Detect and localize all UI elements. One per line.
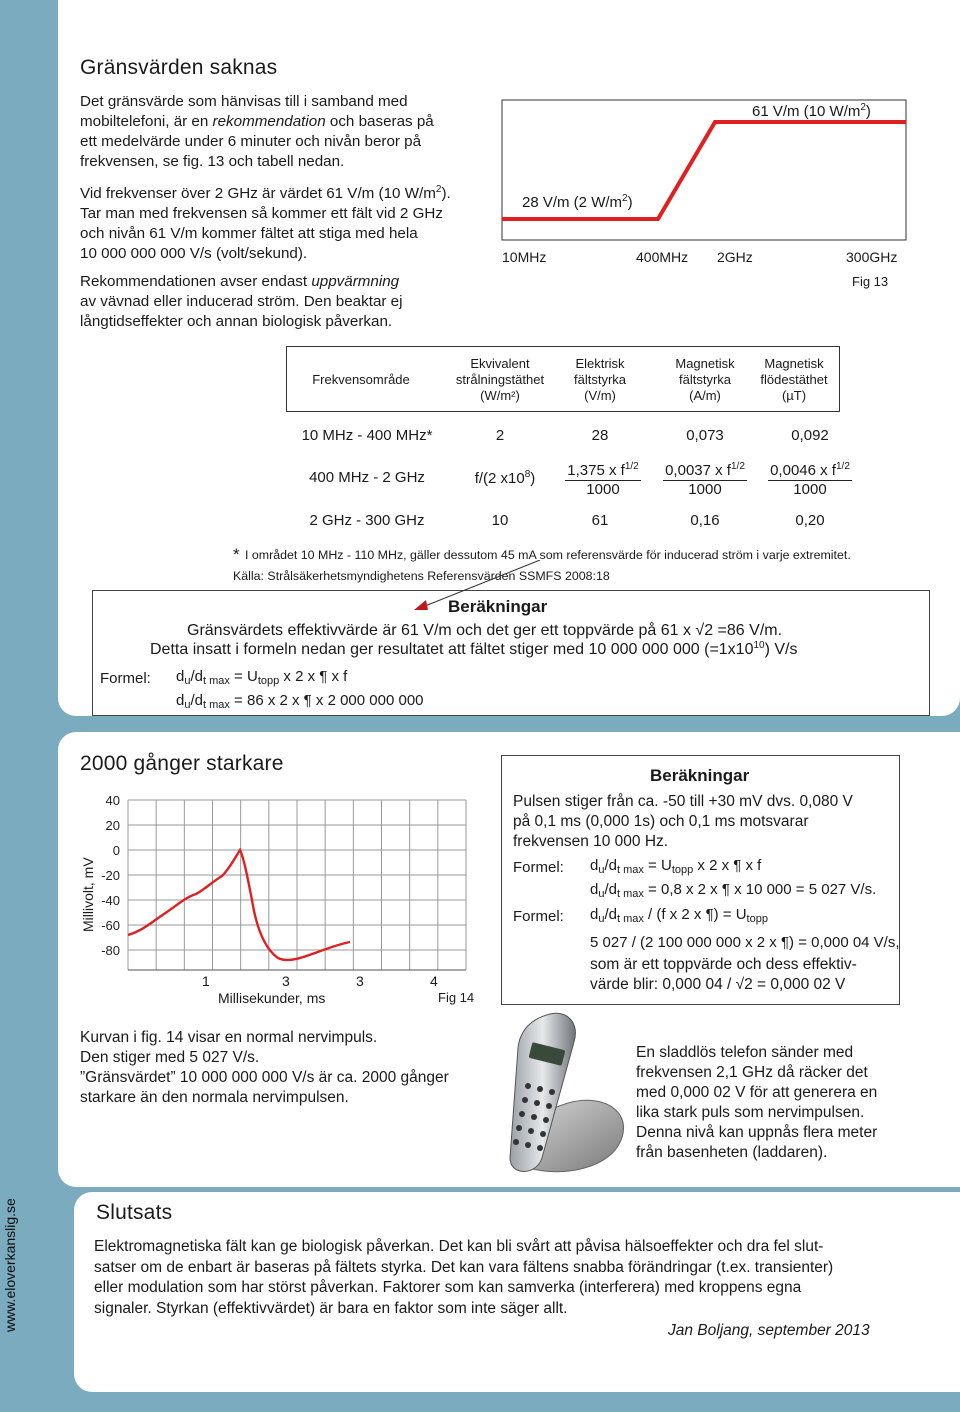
header-line: flödestäthet xyxy=(760,372,828,387)
header-line: Ekvivalent xyxy=(470,356,530,371)
subscript: u xyxy=(184,675,191,687)
label-text: ) xyxy=(627,194,633,211)
conclusion-line: Elektromagnetiska fält kan ge biologisk påverkan. Det kan bli svårt att påvisa hälsoeffekter och dra fel slut- xyxy=(94,1238,824,1255)
fig14-ytick-label: -80 xyxy=(101,943,120,958)
formula-part: = U xyxy=(643,857,672,874)
formula-part: d xyxy=(590,857,599,874)
phone-line: från basenheten (laddaren). xyxy=(636,1144,828,1161)
calc1-formel-label: Formel: xyxy=(100,670,151,687)
intro-emphasis: uppvärmning xyxy=(311,273,400,290)
fig14-xtick: 4 xyxy=(430,973,438,989)
row2-hfield xyxy=(655,458,755,499)
label-text: 61 V/m (10 W/m xyxy=(752,103,861,120)
phone-line: frekvensen 2,1 GHz då räcker det xyxy=(636,1064,868,1081)
row2-efield xyxy=(553,458,653,499)
denominator: 1000 xyxy=(793,481,827,498)
superscript: 8 xyxy=(524,469,531,480)
subscript: u xyxy=(598,864,605,876)
heading-slutsats: Slutsats xyxy=(96,1201,173,1224)
fig13-tick-10mhz: 10MHz xyxy=(502,249,547,265)
header-line: (A/m) xyxy=(689,388,721,403)
intro-emphasis: rekommendation xyxy=(212,113,326,130)
header-density xyxy=(440,356,560,404)
calc2-formula2 xyxy=(590,881,876,900)
subscript: t max xyxy=(202,699,230,711)
arrow-head xyxy=(414,600,428,610)
intro-line: Det gränsvärde som hänvisas till i samband med xyxy=(80,93,408,110)
calc2-title: Beräkningar xyxy=(650,766,750,785)
pulse-line: ”Gränsvärdet” 10 000 000 000 V/s är ca. 2000 gånger xyxy=(80,1069,449,1086)
intro-line: Tar man med frekvensen så kommer ett fält vid 2 GHz xyxy=(80,205,443,222)
calc2-formula4: 5 027 / (2 100 000 000 x 2 x ¶) = 0,000 04 V/s, xyxy=(590,934,900,951)
subscript: t max xyxy=(616,888,644,900)
formula-part: d xyxy=(176,692,185,709)
subscript: t max xyxy=(616,913,644,925)
calc-text: ) V/s xyxy=(764,641,798,658)
subscript: t max xyxy=(202,675,230,687)
formula-part: /d xyxy=(604,857,617,874)
numerator: 0,0037 x f xyxy=(665,462,731,479)
formula-part: x 2 x ¶ x f xyxy=(693,857,762,874)
intro-line: Rekommendationen avser endast xyxy=(80,273,312,290)
subscript: u xyxy=(184,699,191,711)
cordless-phone-image xyxy=(458,1008,638,1186)
header-line: (V/m) xyxy=(584,388,616,403)
calc1-title: Beräkningar xyxy=(448,597,548,616)
header-line: Elektrisk xyxy=(575,356,625,371)
intro-line: mobiltelefoni, är en xyxy=(80,113,213,130)
conclusion-line: eller modulation som har störst påverkan. Faktorer som kan samverka (interferera) med kroppens egna xyxy=(94,1279,802,1296)
formula-part: = 0,8 x 2 x ¶ x 10 000 = 5 027 V/s. xyxy=(643,881,877,898)
conclusion-line: satser om de enbart är baseras på fältets styrka. Det kan vara fältens snabba förändringar (t.ex. transienter) xyxy=(94,1258,834,1276)
pulse-text xyxy=(80,1028,449,1108)
header-frekvensomrade: Frekvensområde xyxy=(312,372,410,387)
calc-text: frekvensen 10 000 Hz. xyxy=(513,833,669,850)
header-hfield xyxy=(655,356,755,404)
formula-part: /d xyxy=(190,668,203,685)
side-url: www.eloverkanslig.se xyxy=(2,1198,18,1332)
superscript: 2 xyxy=(435,184,442,195)
phone-line: En sladdlös telefon sänder med xyxy=(636,1044,854,1061)
header-line: (W/m²) xyxy=(480,388,520,403)
signature: Jan Boljang, september 2013 xyxy=(668,1322,870,1339)
row1-hfield: 0,073 xyxy=(686,427,724,444)
fig14-yticks xyxy=(101,793,120,958)
heading-2000-ganger: 2000 gånger starkare xyxy=(80,752,284,775)
superscript: 2 xyxy=(622,193,628,204)
intro-line: ett medelvärde under 6 minuter och nivån beror på xyxy=(80,133,422,150)
header-line: fältstyrka xyxy=(573,372,626,387)
fig14-ytick-label: 40 xyxy=(105,793,120,808)
calc-text: på 0,1 ms (0,000 1s) och 0,1 ms motsvarar xyxy=(513,813,809,830)
formula-part: /d xyxy=(190,692,203,709)
fig13-tick-300ghz: 300GHz xyxy=(846,249,898,265)
formula-part: d xyxy=(176,668,185,685)
fig14-ytick-label: -40 xyxy=(101,893,120,908)
conclusion-line: signaler. Styrkan (effektivvärdet) är bara en faktor som inte säger allt. xyxy=(94,1299,568,1317)
fig14-pulse-curve xyxy=(128,850,350,960)
footnote-star: * xyxy=(233,545,240,564)
fig14-xtick: 3 xyxy=(356,973,364,989)
phone-line: lika stark puls som nervimpulsen. xyxy=(636,1104,865,1121)
row2-density xyxy=(450,469,560,487)
row1-range: 10 MHz - 400 MHz* xyxy=(301,427,433,444)
row2-bfield xyxy=(760,458,860,499)
fig14-ytick-label: 0 xyxy=(112,843,120,858)
calc2-formula6: värde blir: 0,000 04 / √2 = 0,000 02 V xyxy=(590,976,846,993)
phone-text xyxy=(636,1043,877,1163)
fig13-tick-2ghz: 2GHz xyxy=(717,249,753,265)
intro-line: Vid frekvenser över 2 GHz är värdet 61 V/m (10 W/m xyxy=(80,185,436,202)
row1-bfield: 0,092 xyxy=(791,427,829,444)
calc2-formel-label: Formel: xyxy=(513,859,564,876)
header-line: (µT) xyxy=(781,388,807,403)
row1-density: 2 xyxy=(495,427,505,444)
fig14-xtick: 1 xyxy=(202,973,210,989)
calc2-formula1 xyxy=(590,857,761,876)
intro-line: och nivån 61 V/m kommer fältet att stiga med hela xyxy=(80,225,418,242)
denominator: 1000 xyxy=(688,481,722,498)
phone-line: Denna nivå kan uppnås flera meter xyxy=(636,1124,878,1141)
header-efield xyxy=(550,356,650,404)
calc1-line1: Gränsvärdets effektivvärde är 61 V/m och det ger ett toppvärde på 61 x √2 =86 V/m. xyxy=(187,622,783,639)
header-line: Magnetisk xyxy=(764,356,824,371)
pulse-line: Kurvan i fig. 14 visar en normal nervimpuls. xyxy=(80,1029,378,1046)
calc2-formula3 xyxy=(590,906,768,925)
row1-efield: 28 xyxy=(591,427,609,444)
formula-part: x 2 x ¶ x f xyxy=(279,668,348,685)
row3-range: 2 GHz - 300 GHz xyxy=(309,512,425,529)
formula-part: = 86 x 2 x ¶ x 2 000 000 000 xyxy=(229,692,424,709)
fig13-caption: Fig 13 xyxy=(852,274,889,289)
heading-gransvarden: Gränsvärden saknas xyxy=(80,56,278,79)
header-line: Magnetisk xyxy=(675,356,735,371)
fig13-tick-400mhz: 400MHz xyxy=(636,249,689,265)
pulse-line: Den stiger med 5 027 V/s. xyxy=(80,1049,260,1066)
formula-part: = U xyxy=(229,668,258,685)
header-line: strålningstäthet xyxy=(455,372,545,387)
superscript: 10 xyxy=(753,640,765,651)
calc2-formula5: som är ett toppvärde och dess effektiv- xyxy=(590,956,857,973)
row3-bfield: 0,20 xyxy=(795,512,825,529)
header-line: fältstyrka xyxy=(678,372,731,387)
calc2-text xyxy=(513,792,853,852)
label-text: ) xyxy=(865,103,871,120)
pulse-line: starkare än den normala nervimpulsen. xyxy=(80,1089,349,1106)
formula-part: / (f x 2 x ¶) = U xyxy=(643,906,747,923)
calc-text: Pulsen stiger från ca. -50 till +30 mV dvs. 0,080 V xyxy=(513,793,853,810)
label-text: 28 V/m (2 W/m xyxy=(522,194,623,211)
calc1-formula2 xyxy=(176,692,424,711)
conclusion-text xyxy=(94,1237,833,1319)
superscript: 2 xyxy=(860,102,866,113)
subscript: topp xyxy=(746,913,768,925)
fig14-grid xyxy=(128,800,466,970)
calc1-formula1 xyxy=(176,668,347,687)
intro-line: och baseras på xyxy=(325,113,434,130)
formula-part: d xyxy=(590,881,599,898)
subscript: topp xyxy=(671,864,694,876)
formula-part: /d xyxy=(604,906,617,923)
source-text: Källa: Strålsäkerhetsmyndighetens Referensvärden SSMFS 2008:18 xyxy=(233,569,610,583)
fig14-xlabel: Millisekunder, ms xyxy=(218,990,326,1006)
intro-line: av vävnad eller inducerad ström. Den beaktar ej xyxy=(80,293,403,310)
formula-part: d xyxy=(590,906,599,923)
intro-line: ). xyxy=(441,185,451,202)
denominator: 1000 xyxy=(586,481,620,498)
numerator: 1,375 x f xyxy=(567,462,625,479)
intro-line: långtidseffekter och annan biologisk påverkan. xyxy=(80,313,393,330)
subscript: u xyxy=(598,913,605,925)
fig13-top-label xyxy=(752,102,871,120)
subscript: u xyxy=(598,888,605,900)
row3-efield: 61 xyxy=(591,512,609,529)
header-bfield xyxy=(742,356,846,404)
calc2-formel-label-2: Formel: xyxy=(513,908,564,925)
formula-part: /d xyxy=(604,881,617,898)
fig14-ytick-label: -60 xyxy=(101,918,120,933)
row3-hfield: 0,16 xyxy=(690,512,720,529)
subscript: topp xyxy=(257,675,280,687)
row2-range: 400 MHz - 2 GHz xyxy=(309,469,425,486)
intro-line: 10 000 000 000 V/s (volt/sekund). xyxy=(80,245,308,262)
footnote-text: I området 10 MHz - 110 MHz, gäller dessutom 45 mA som referensvärde för inducerad ström i varje extremitet. xyxy=(245,548,851,562)
cell-text: ) xyxy=(530,470,536,487)
superscript: 1/2 xyxy=(730,461,745,472)
intro-text xyxy=(80,92,480,332)
superscript: 1/2 xyxy=(624,461,639,472)
calc-text: Detta insatt i formeln nedan ger resultatet att fältet stiger med 10 000 000 000 (=1x10 xyxy=(150,641,754,658)
subscript: t max xyxy=(616,864,644,876)
row3-density: 10 xyxy=(491,512,509,529)
fig14-xtick: 3 xyxy=(282,973,290,989)
fig14-ylabel: Millivolt, mV xyxy=(80,857,96,932)
fig14-ytick-label: -20 xyxy=(101,868,120,883)
fig14-ytick-label: 20 xyxy=(105,818,120,833)
cell-text: f/(2 x10 xyxy=(474,470,525,487)
superscript: 1/2 xyxy=(835,461,850,472)
intro-line: frekvensen, se fig. 13 och tabell nedan. xyxy=(80,153,345,170)
calc1-line2 xyxy=(150,640,798,659)
phone-line: med 0,000 02 V för att generera en xyxy=(636,1084,878,1101)
fig13-low-label xyxy=(522,193,633,211)
numerator: 0,0046 x f xyxy=(770,462,836,479)
fig14-caption: Fig 14 xyxy=(438,990,475,1005)
